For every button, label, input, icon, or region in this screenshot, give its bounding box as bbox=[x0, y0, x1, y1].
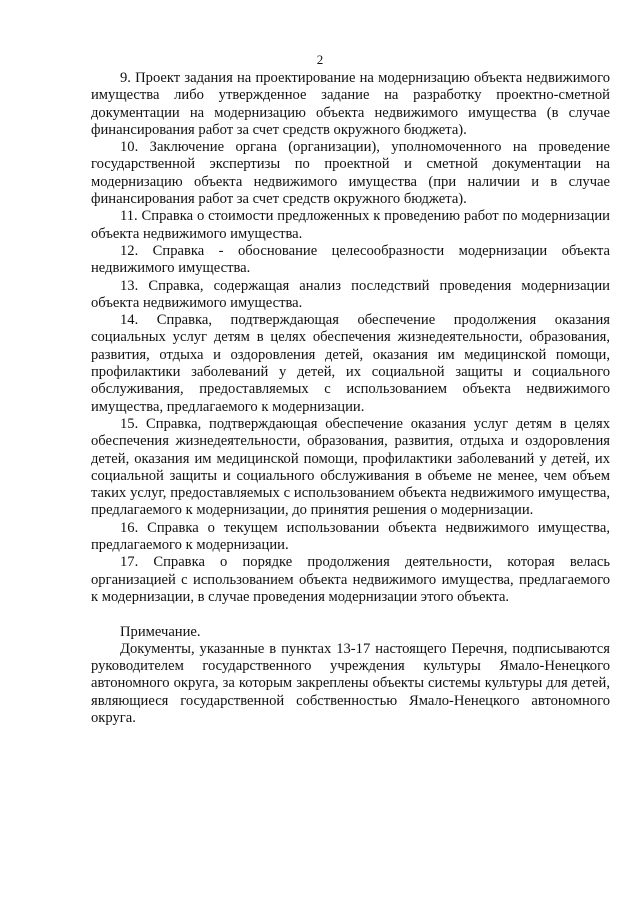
list-item-17: 17. Справка о порядке продолжения деятельности, которая велась организацией с использованием объекта недвижимого имущества, предлагаемого к модернизации, в случае проведения модернизации этого объекта. bbox=[91, 554, 610, 605]
list-item-10: 10. Заключение органа (организации), уполномоченного на проведение государственной экспертизы по проектной и сметной документации на модернизацию объекта недвижимого имущества (при наличии и в случае финансирования работ за счет средств окружного бюджета). bbox=[91, 139, 610, 208]
list-item-9: 9. Проект задания на проектирование на модернизацию объекта недвижимого имущества либо утвержденное задание на разработку проектно-сметной документации на модернизацию объекта недвижимого имущества (в случае финансирования работ за счет средств окружного бюджета). bbox=[91, 70, 610, 138]
document-body bbox=[91, 70, 610, 727]
note-heading: Примечание. bbox=[120, 623, 201, 640]
list-item-15: 15. Справка, подтверждающая обеспечение оказания услуг детям в целях обеспечения жизнедеятельности, образования, развития, отдыха и оздоровления детей, оказания им медицинской помощи, профилактики заболеваний у детей, их социальной защиты и социального обслуживания в объеме не менее, чем объем таких услуг, предоставляемых с использованием объекта недвижимого имущества, предлагаемого к модернизации, до принятия решения о модернизации. bbox=[91, 415, 610, 519]
list-item-12: 12. Справка - обоснование целесообразности модернизации объекта недвижимого имущества. bbox=[91, 242, 610, 277]
list-item-16: 16. Справка о текущем использовании объекта недвижимого имущества, предлагаемого к модернизации. bbox=[91, 519, 610, 554]
note-text: Документы, указанные в пунктах 13-17 настоящего Перечня, подписываются руководителем государственного учреждения культуры Ямало-Ненецкого автономного округа, за которым закреплены объекты системы культуры для детей, являющиеся государственной собственностью Ямало-Ненецкого автономного округа. bbox=[91, 640, 610, 726]
note-section bbox=[91, 624, 610, 728]
list-item-11: 11. Справка о стоимости предложенных к проведению работ по модернизации объекта недвижимого имущества. bbox=[91, 208, 610, 242]
list-item-13: 13. Справка, содержащая анализ последствий проведения модернизации объекта недвижимого имущества. bbox=[91, 277, 610, 311]
page-number: 2 bbox=[316, 52, 324, 67]
list-item-14: 14. Справка, подтверждающая обеспечение продолжения оказания социальных услуг детям в целях обеспечения жизнедеятельности, образования, развития, отдыха и оздоровления детей, оказания им медицинской помощи, профилактики заболеваний у детей, их социальной защиты и социального обслуживания, предоставляемых с использованием объекта недвижимого имущества, предлагаемого к модернизации. bbox=[91, 312, 610, 415]
